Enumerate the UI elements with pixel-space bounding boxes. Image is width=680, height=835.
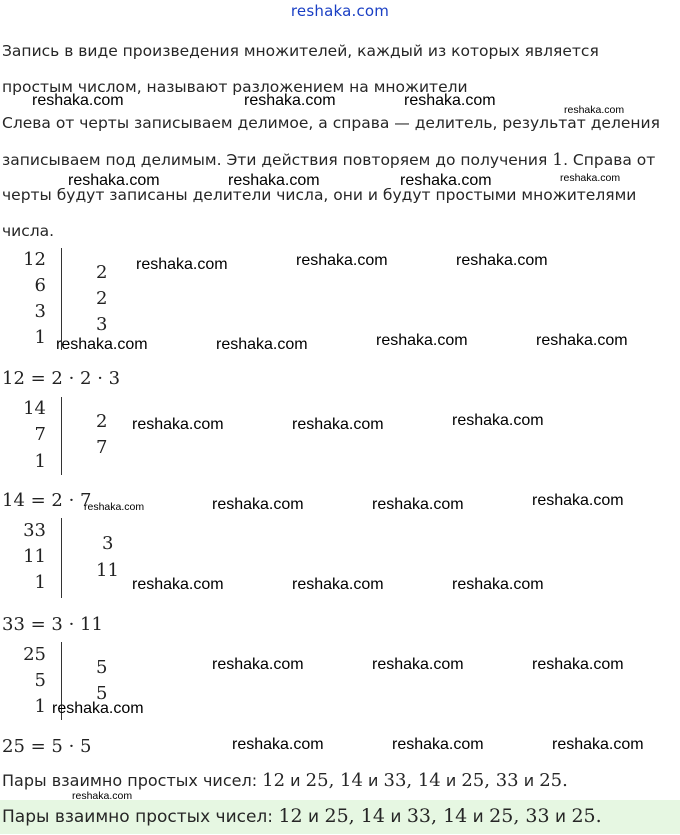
answer-number: 25: [571, 805, 596, 827]
dividend: 5: [34, 670, 46, 691]
answer-comma: ,: [513, 805, 526, 827]
watermark: reshaka.com: [216, 336, 308, 353]
watermark: reshaka.com: [56, 336, 148, 353]
factorization-result: 12 = 2 · 2 · 3: [2, 368, 121, 389]
watermark: reshaka.com: [132, 416, 224, 433]
division-line: [61, 397, 62, 475]
division-line: [61, 248, 62, 350]
watermark: reshaka.com: [244, 92, 336, 109]
watermark: reshaka.com: [452, 412, 544, 429]
dividend: 25: [23, 644, 46, 665]
dividend: 1: [34, 696, 46, 717]
watermark: reshaka.com: [564, 104, 625, 116]
watermark: reshaka.com: [532, 492, 624, 509]
watermark: reshaka.com: [52, 700, 144, 717]
watermark: reshaka.com: [84, 501, 145, 513]
watermark: reshaka.com: [376, 332, 468, 349]
answer-end: .: [595, 805, 602, 827]
divisor: 11: [96, 560, 119, 581]
pair-number: 33: [383, 770, 407, 791]
pair-comma: ,: [406, 770, 418, 791]
answer-number: 12: [278, 805, 303, 827]
dividend: 7: [34, 424, 46, 445]
answer-and: и: [302, 807, 325, 827]
pair-and: и: [285, 771, 306, 790]
division-line: [61, 518, 62, 598]
watermark: reshaka.com: [532, 656, 624, 673]
watermark: reshaka.com: [372, 656, 464, 673]
answer-number: 14: [443, 805, 468, 827]
watermark: reshaka.com: [212, 496, 304, 513]
divisor: 2: [96, 288, 108, 309]
divisor: 2: [96, 411, 108, 432]
divisor: 5: [96, 657, 108, 678]
factorization-result: 33 = 3 · 11: [2, 614, 103, 635]
pair-comma: ,: [328, 770, 341, 791]
paragraph-line-4-text-b: . Справа от: [563, 151, 656, 169]
answer-and: и: [467, 807, 490, 827]
answer-label: Пары взаимно простых чисел:: [2, 807, 279, 827]
pair-and: и: [518, 771, 540, 790]
answer-number: 25: [324, 805, 349, 827]
paragraph-line-3: Слева от черты записываем делимое, а справа — делитель, результат деления: [2, 114, 660, 132]
watermark: reshaka.com: [68, 172, 160, 189]
pairs-label: Пары взаимно простых чисел:: [2, 771, 263, 790]
answer-and: и: [549, 807, 572, 827]
answer-number: 25: [489, 805, 514, 827]
paragraph-line-4: [2, 150, 655, 170]
factorization-result: 14 = 2 · 7: [2, 490, 92, 511]
dividend: 12: [23, 249, 46, 270]
watermark: reshaka.com: [32, 92, 124, 109]
factorization-result: 25 = 5 · 5: [2, 736, 92, 757]
watermark: reshaka.com: [456, 252, 548, 269]
watermark: reshaka.com: [212, 656, 304, 673]
watermark: reshaka.com: [536, 332, 628, 349]
watermark: reshaka.com: [228, 172, 320, 189]
pair-end: .: [562, 770, 568, 791]
dividend: 1: [34, 572, 46, 593]
dividend: 33: [23, 520, 46, 541]
watermark: reshaka.com: [132, 576, 224, 593]
watermark: reshaka.com: [136, 256, 228, 273]
answer-comma: ,: [348, 805, 361, 827]
watermark: reshaka.com: [552, 736, 644, 753]
watermark: reshaka.com: [392, 736, 484, 753]
watermark: reshaka.com: [292, 416, 384, 433]
pair-and: и: [362, 771, 384, 790]
paragraph-line-6: числа.: [2, 222, 55, 240]
paragraph-line-4-number: 1: [552, 150, 564, 170]
answer-number: 33: [406, 805, 431, 827]
answer-number: 14: [360, 805, 385, 827]
divisor: 3: [96, 314, 108, 335]
watermark: reshaka.com: [296, 252, 388, 269]
pair-number: 33: [495, 770, 519, 791]
watermark: reshaka.com: [404, 92, 496, 109]
pairs-line: [2, 770, 568, 791]
divisor: 5: [96, 683, 108, 704]
pair-number: 14: [417, 770, 441, 791]
paragraph-line-4-text-a: записываем под делимым. Эти действия повторяем до получения: [2, 151, 553, 169]
watermark: reshaka.com: [292, 576, 384, 593]
answer-line: [2, 805, 602, 827]
watermark: reshaka.com: [372, 496, 464, 513]
watermark: reshaka.com: [452, 576, 544, 593]
dividend: 6: [34, 275, 46, 296]
dividend: 11: [23, 546, 46, 567]
paragraph-line-1: Запись в виде произведения множителей, каждый из которых является: [2, 42, 599, 60]
watermark: reshaka.com: [72, 790, 133, 802]
paragraph-line-2: простым числом, называют разложением на множители: [2, 78, 468, 96]
watermark: reshaka.com: [232, 736, 324, 753]
pair-number: 25: [305, 770, 329, 791]
divisor: 2: [96, 262, 108, 283]
site-link[interactable]: reshaka.com: [290, 2, 390, 20]
pair-comma: ,: [484, 770, 496, 791]
answer-number: 33: [525, 805, 550, 827]
pair-number: 25: [539, 770, 563, 791]
divisor: 3: [102, 533, 114, 554]
dividend: 1: [34, 327, 46, 348]
divisor: 7: [96, 437, 108, 458]
answer-comma: ,: [431, 805, 444, 827]
paragraph-line-5: черты будут записаны делители числа, они и будут простыми множителями: [2, 186, 637, 204]
pair-number: 12: [262, 770, 286, 791]
dividend: 3: [34, 301, 46, 322]
dividend: 1: [34, 451, 46, 472]
pair-and: и: [440, 771, 462, 790]
answer-and: и: [384, 807, 407, 827]
dividend: 14: [23, 398, 46, 419]
pair-number: 14: [340, 770, 363, 791]
watermark: reshaka.com: [400, 172, 492, 189]
watermark: reshaka.com: [560, 172, 621, 184]
pair-number: 25: [461, 770, 485, 791]
